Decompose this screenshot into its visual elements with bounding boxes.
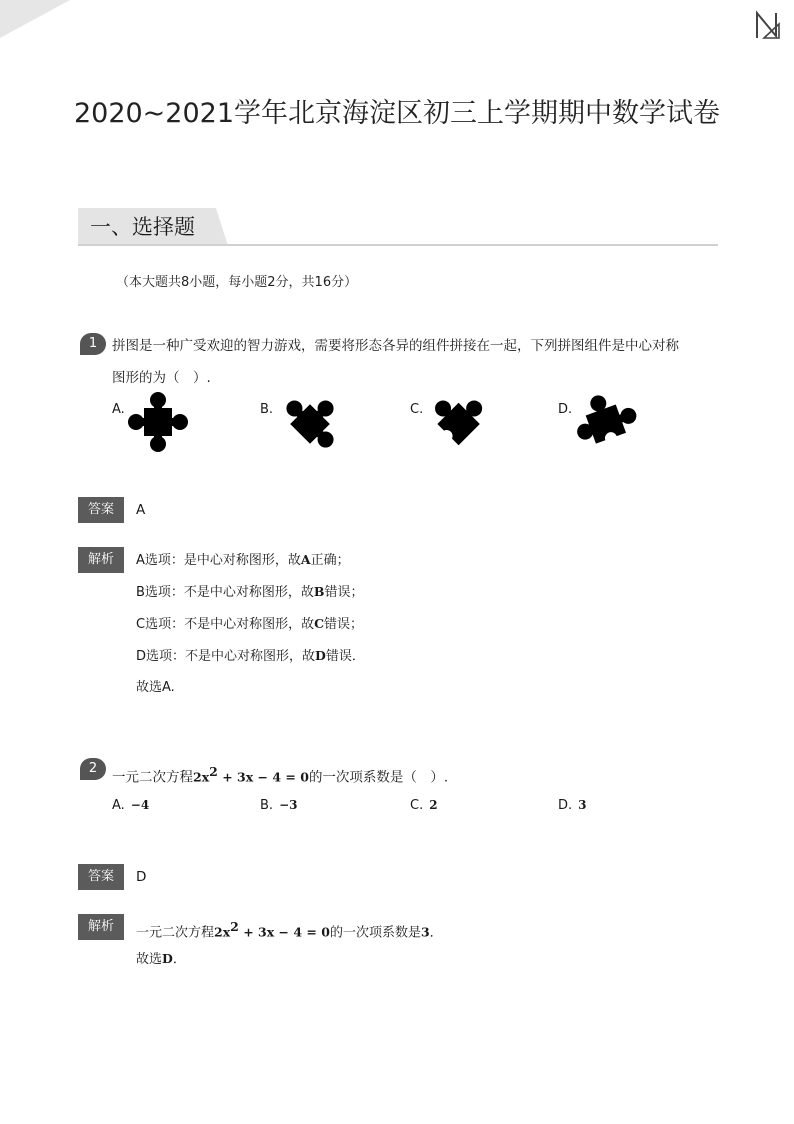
section-divider bbox=[78, 244, 718, 246]
analysis-line: A选项：是中心对称图形，故A正确； bbox=[136, 552, 350, 568]
analysis-tag: 解析 bbox=[78, 547, 124, 573]
option-a: A. −4 bbox=[112, 798, 150, 813]
analysis-conclusion: 故选D． bbox=[136, 951, 186, 967]
answer-value: A bbox=[136, 502, 146, 518]
option-b: B. −3 bbox=[260, 798, 298, 813]
puzzle-piece-c-icon bbox=[428, 392, 492, 456]
answer-tag: 答案 bbox=[78, 497, 124, 523]
answer-tag: 答案 bbox=[78, 864, 124, 890]
question-text: 一元二次方程$2x^2 + 3x - 4 = 0$的一次项系数是（ ）. bbox=[112, 764, 449, 786]
analysis-line: C选项：不是中心对称图形，故C错误； bbox=[136, 616, 364, 632]
answer-value: D bbox=[136, 869, 147, 885]
option-c: C. 2 bbox=[410, 798, 438, 813]
question-number-badge: 1 bbox=[80, 333, 106, 355]
puzzle-piece-b-icon bbox=[278, 392, 342, 456]
option-d: D. 3 bbox=[558, 798, 587, 813]
section-title: 一、选择题 bbox=[90, 215, 195, 239]
section-note: （本大题共8小题，每小题2分，共16分） bbox=[116, 275, 358, 290]
option-d-label: D. bbox=[558, 402, 573, 417]
corner-decoration bbox=[0, 0, 70, 40]
page-title: 2020~2021学年北京海淀区初三上学期期中数学试卷 bbox=[73, 98, 721, 129]
puzzle-piece-a-icon bbox=[128, 392, 188, 452]
question-text-continued: 图形的为（ ）. bbox=[112, 370, 211, 386]
puzzle-piece-d-icon bbox=[576, 392, 642, 456]
analysis-line: B选项：不是中心对称图形，故B错误； bbox=[136, 584, 364, 600]
analysis-line: 一元二次方程$2x^2 + 3x - 4 = 0$的一次项系数是3． bbox=[136, 919, 443, 941]
option-b-label: B. bbox=[260, 402, 274, 417]
option-a-label: A. bbox=[112, 402, 125, 417]
analysis-conclusion: 故选A. bbox=[136, 680, 175, 695]
analysis-tag: 解析 bbox=[78, 914, 124, 940]
question-number-badge: 2 bbox=[80, 758, 106, 780]
question-text: 拼图是一种广受欢迎的智力游戏，需要将形态各异的组件拼接在一起，下列拼图组件是中心对称 bbox=[112, 338, 679, 354]
option-c-label: C. bbox=[410, 402, 424, 417]
analysis-line: D选项：不是中心对称图形，故D错误． bbox=[136, 648, 365, 664]
brand-logo-icon bbox=[754, 10, 782, 40]
